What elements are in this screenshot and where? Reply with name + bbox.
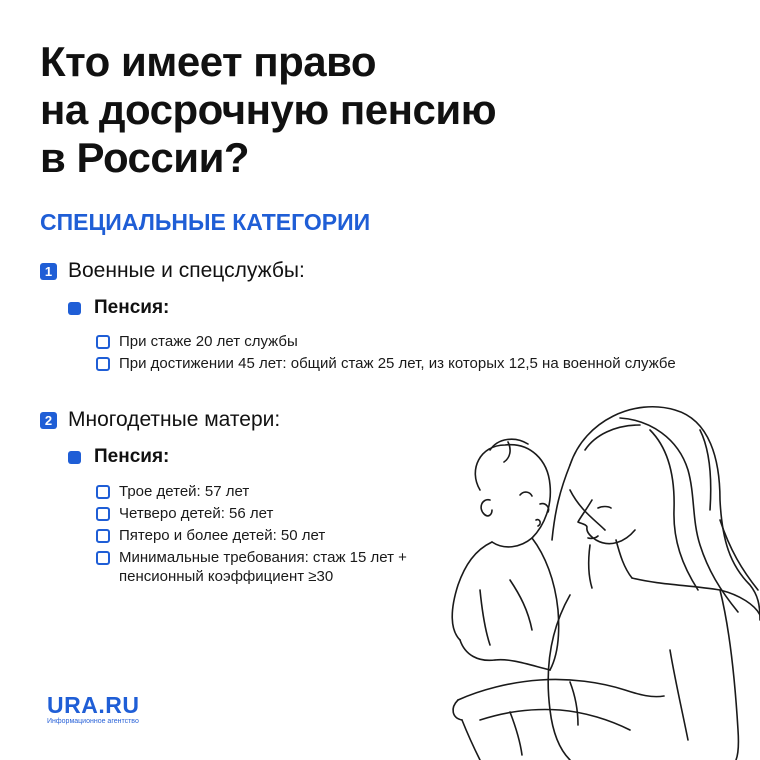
logo-tagline: Информационное агентство	[47, 718, 139, 725]
title-line: в России?	[40, 134, 250, 181]
list-item-text: При стаже 20 лет службы	[119, 333, 298, 350]
category-heading-military	[40, 259, 305, 283]
logo-mark: URA.RU	[47, 692, 140, 718]
list-item	[96, 332, 696, 351]
list-item-text: При достижении 45 лет: общий стаж 25 лет, из которых 12,5 на военной службе	[119, 355, 676, 372]
subheading-label: Пенсия:	[94, 297, 170, 318]
category-heading-mothers	[40, 408, 280, 432]
category-label: Многодетные матери:	[68, 408, 281, 431]
square-bullet-icon	[68, 302, 81, 315]
mother-child-illustration	[420, 390, 760, 760]
list-item-text: Минимальные требования: стаж 15 лет + пенсионный коэффициент ≥30	[119, 549, 407, 585]
list-item	[96, 504, 436, 523]
checkbox-outline-icon	[96, 357, 110, 371]
ura-logo	[47, 694, 139, 726]
number-badge: 1	[40, 263, 57, 280]
subheading-pension	[68, 297, 169, 319]
list-item	[96, 526, 436, 545]
list-item	[96, 354, 696, 373]
checkbox-outline-icon	[96, 551, 110, 565]
section-heading: СПЕЦИАЛЬНЫЕ КАТЕГОРИИ	[40, 209, 371, 235]
number-badge: 2	[40, 412, 57, 429]
checkbox-outline-icon	[96, 485, 110, 499]
checkbox-outline-icon	[96, 507, 110, 521]
list-item-text: Трое детей: 57 лет	[119, 483, 250, 500]
checkbox-outline-icon	[96, 529, 110, 543]
list-item	[96, 482, 436, 501]
list-item-text: Пятеро и более детей: 50 лет	[119, 527, 326, 544]
subheading-pension	[68, 446, 169, 468]
category-label: Военные и спецслужбы:	[68, 259, 305, 282]
square-bullet-icon	[68, 451, 81, 464]
list-item-text: Четверо детей: 56 лет	[119, 505, 274, 522]
title-line: Кто имеет право	[40, 38, 377, 85]
page-title	[40, 38, 640, 182]
subheading-label: Пенсия:	[94, 446, 170, 467]
title-line: на досрочную пенсию	[40, 86, 497, 133]
list-item	[96, 548, 446, 586]
checkbox-outline-icon	[96, 335, 110, 349]
